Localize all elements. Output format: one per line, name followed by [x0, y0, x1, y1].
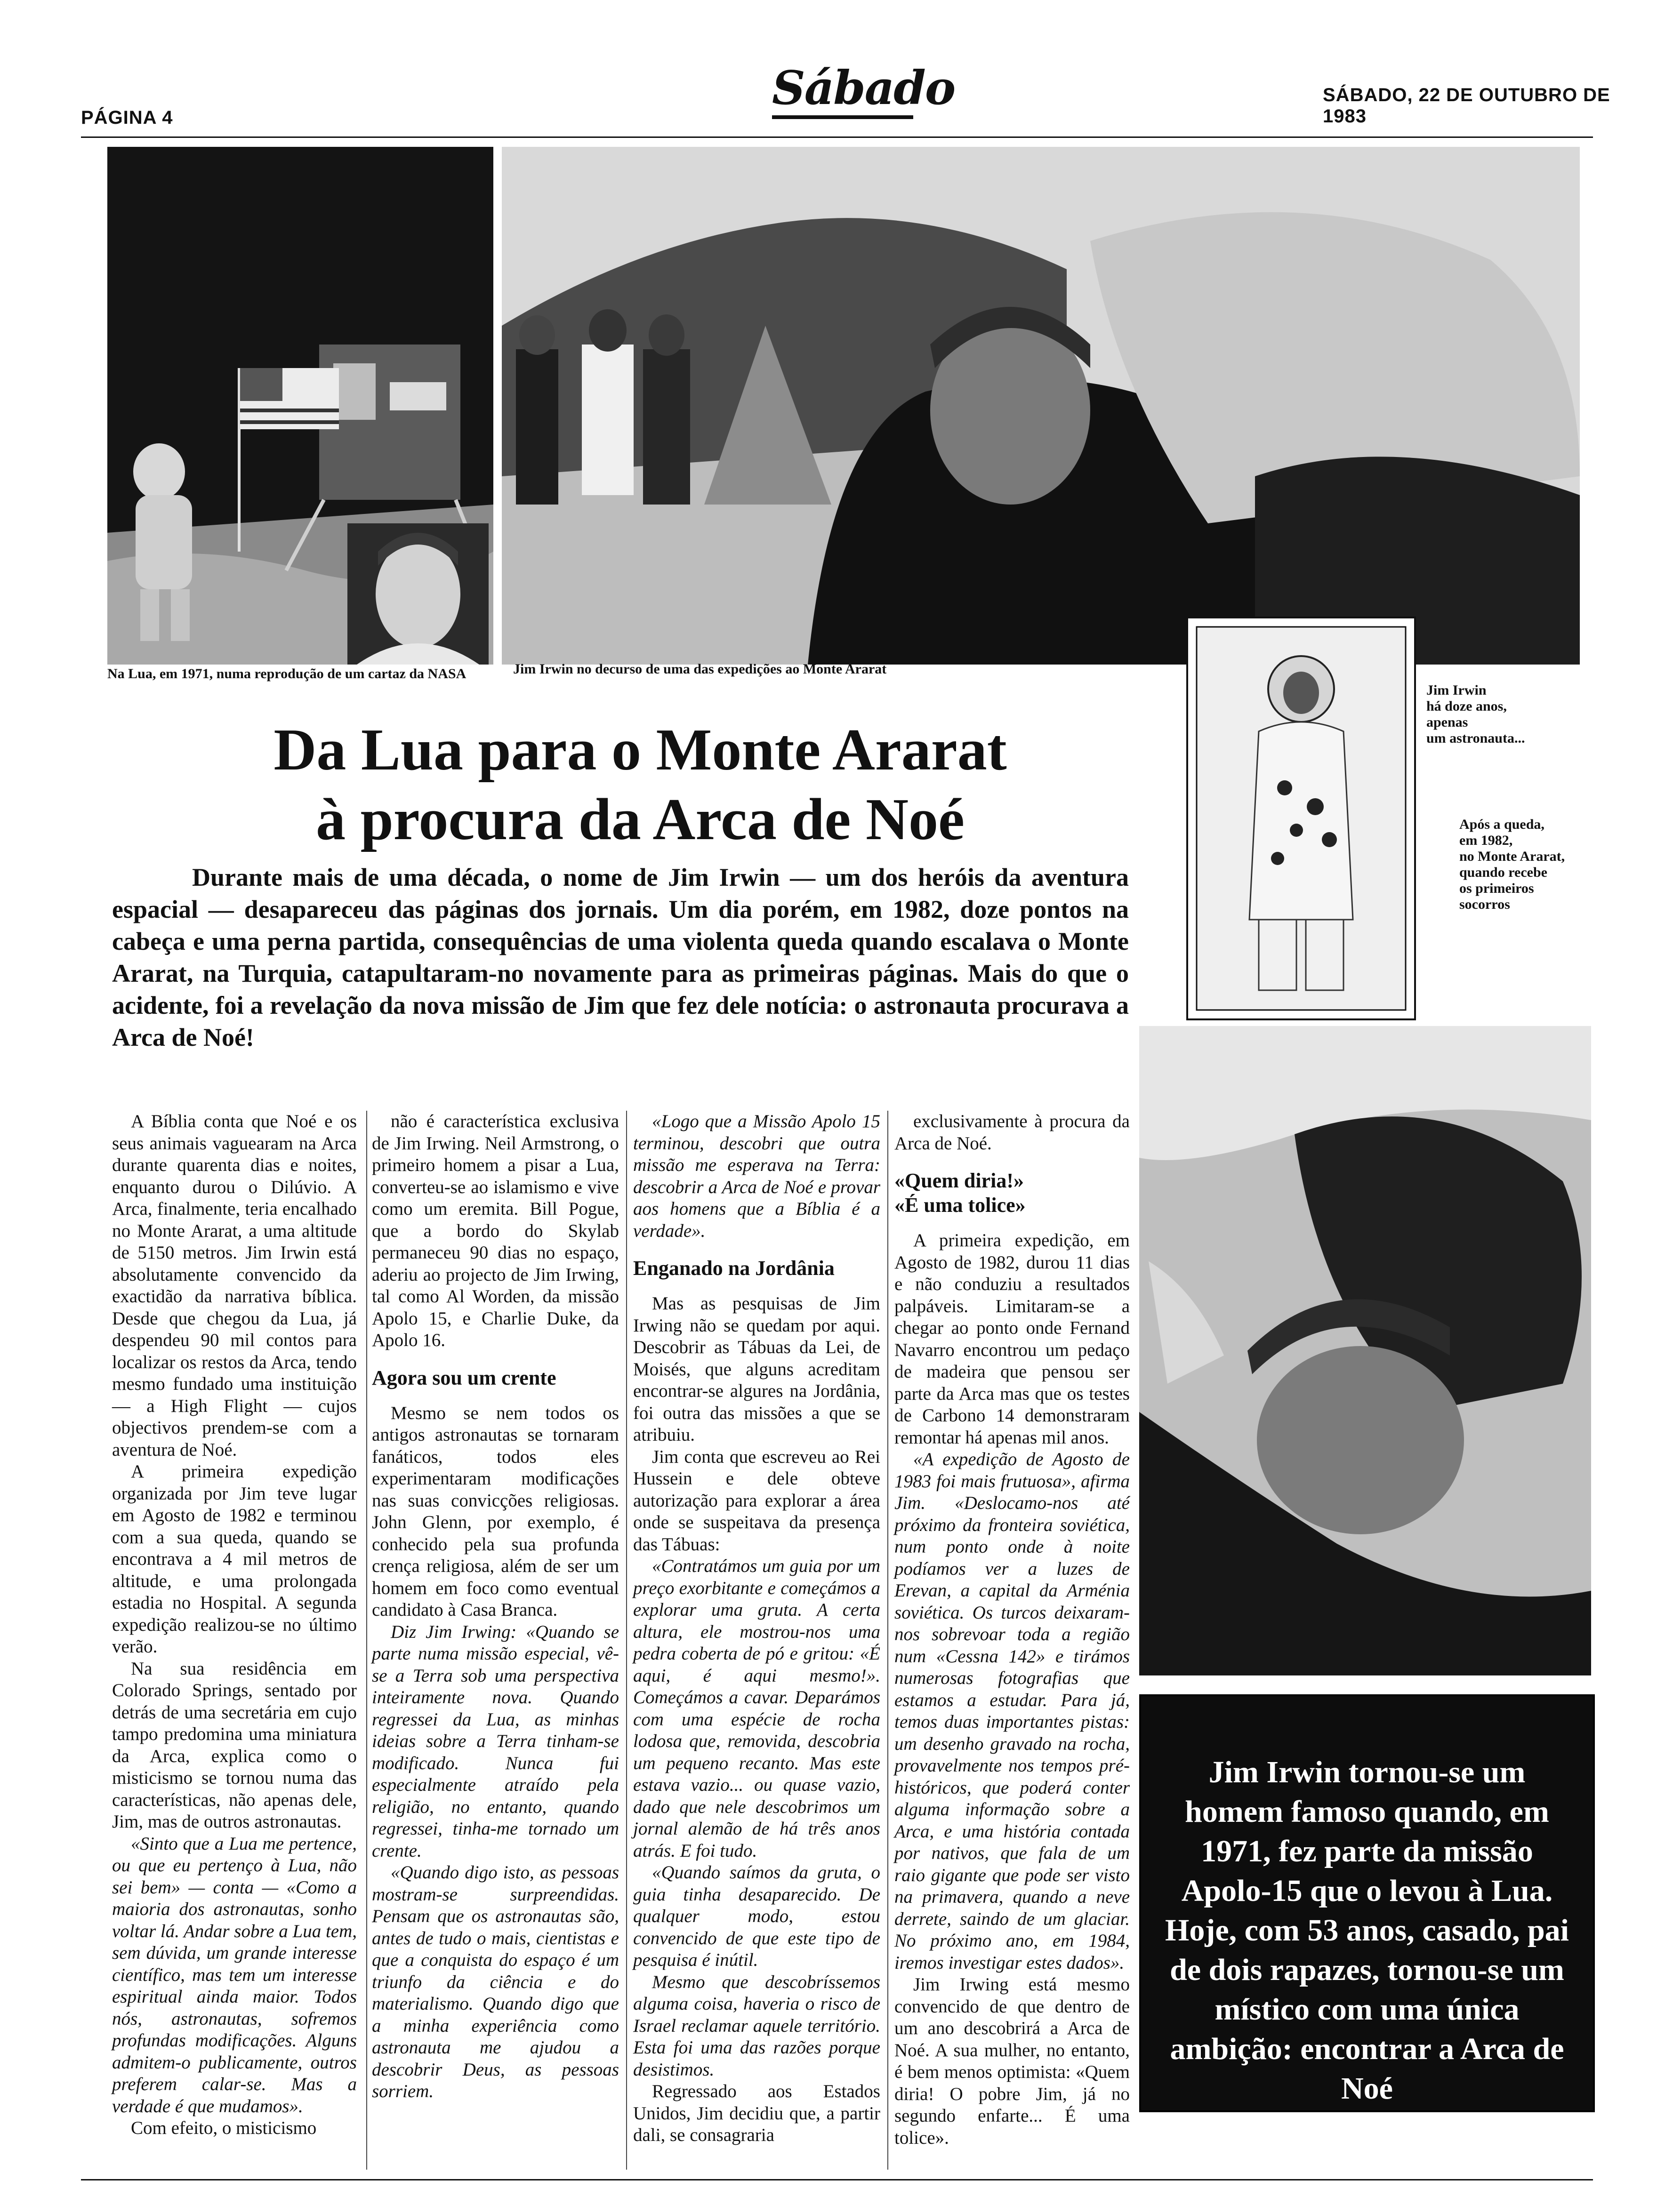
astronaut-figure-image — [1188, 618, 1414, 1018]
body-paragraph: A primeira expedição, em Agosto de 1982, durou 11 dias e não conduziu a resultados palpáveis. Limitaram-se a chegar ao ponto onde Fernand Navarro encontrou um pedaço de madeira que pensou ser parte da Arca mas que os testes de Carbono 14 demonstraram remontar há apenas mil anos. — [894, 1230, 1130, 1448]
astronaut-suit-photo — [1186, 617, 1416, 1020]
section-heading: «É uma tolice» — [894, 1194, 1026, 1217]
body-column-4 — [894, 1111, 1130, 2149]
rescue-photo — [1139, 1026, 1591, 1675]
newspaper-logo: Sábado — [772, 61, 955, 115]
body-paragraph: «Quando digo isto, as pessoas mostram-se surpreendidas. Pensam que os astronautas são, antes de tudo o mais, cientistas e que a conquista do espaço é um triunfo da ciência e do materialismo. Quando digo que a minha experiência como astronauta me ajudou a descobrir Deus, as pessoas sorriem. — [372, 1862, 619, 2101]
section-heading: Agora sou um crente — [372, 1366, 556, 1389]
caption-line: Após a queda, — [1459, 817, 1544, 832]
body-paragraph: Diz Jim Irwing: «Quando se parte numa missão especial, vê-se a Terra sob uma perspectiva inteiramente nova. Quando regressei da Lua, as minhas ideias sobre a Terra tinham-se modificado. Nunca fui especialmente atraído pela religião, no entanto, quando regressei, tinha-me tornado um crente. — [372, 1621, 619, 1861]
body-column-3 — [633, 1111, 880, 2147]
issue-date: SÁBADO, 22 DE OUTUBRO DE 1983 — [1323, 85, 1610, 127]
column-divider — [366, 1111, 367, 2170]
moon-landing-photo — [107, 147, 493, 665]
pull-quote-box — [1139, 1694, 1595, 2112]
body-paragraph: «Sinto que a Lua me pertence, ou que eu pertenço à Lua, não sei bem» — conta — «Como a maioria dos astronautas, sonho voltar lá. Andar sobre a Lua tem, sem dúvida, um grande interesse científico, mas tem um interesse espiritual ainda maior. Todos nós, astronautas, sofremos profundas modificações. Alguns admitem-o publicamente, outros preferem calar-se. Mas a verdade é que mudamos». — [112, 1833, 357, 2116]
body-paragraph: «A expedição de Agosto de 1983 foi mais frutuosa», afirma Jim. «Deslocamo-nos até próximo da fronteira soviética, num ponto onde à noite podíamos ver a luzes de Erevan, a capital da Arménia soviética. Os turcos deixaram-nos sobrevoar toda a região num «Cessna 142» e tirámos numerosas fotografias que estamos a estudar. Para já, temos duas importantes pistas: um desenho gravado na rocha, provavelmente nos tempos pré-históricos, que poderá conter alguma informação sobre a Arca, e uma história contada por nativos, que fala de um raio gigante que pode ser visto na primavera, quando a neve derrete, saindo de um glaciar. No próximo ano, em 1984, iremos investigar estes dados». — [894, 1449, 1130, 1973]
body-paragraph: não é característica exclusiva de Jim Irwing. Neil Armstrong, o primeiro homem a pisar a Lua, converteu-se ao islamismo e vive como um eremita. Bill Pogue, que a bordo do Skylab permaneceu 90 dias no espaço, aderiu ao projecto de Jim Irwing, tal como Al Worden, da missão Apolo 15, e Charlie Duke, da Apolo 16. — [372, 1111, 619, 1350]
body-paragraph: «Contratámos um guia por um preço exorbitante e começámos a explorar uma gruta. A certa altura, ele mostrou-nos uma pedra coberta de pó e gritou: «É aqui, é aqui mesmo!». Começámos a cavar. Deparámos com uma espécie de rocha lodosa que, removida, descobria um pequeno recanto. Mas este estava vazio... ou quase vazio, dado que nele descobrimos um jornal alemão de há três anos atrás. E foi tudo. — [633, 1556, 880, 1861]
title-line: Da Lua para o Monte Ararat — [273, 717, 1007, 783]
column-divider — [626, 1111, 627, 2170]
body-paragraph: Mesmo se nem todos os antigos astronautas se tornaram fanáticos, todos eles experimentaram modificações nas suas convicções religiosas. John Glenn, por exemplo, é conhecido pela sua profunda crença religiosa, além de ser um homem em foco como eventual candidato à Casa Branca. — [372, 1403, 619, 1620]
article-lead: Durante mais de uma década, o nome de Jim Irwin — um dos heróis da aventura espacial — desapareceu das páginas dos jornais. Um dia porém, em 1982, doze pontos na cabeça e uma perna partida, consequências de uma violenta queda quando escalava o Monte Ararat, na Turquia, catapultaram-no novamente para as primeiras páginas. Mais do que o acidente, foi a revelação da nova missão de Jim que fez dele notícia: o astronauta procurava a Arca de Noé! — [112, 863, 1129, 1051]
caption-line: Jim Irwin — [1426, 682, 1487, 698]
section-heading: Enganado na Jordânia — [633, 1257, 835, 1280]
astronaut-photo-caption — [1426, 682, 1568, 746]
body-paragraph: Com efeito, o misticismo — [131, 2118, 317, 2138]
body-paragraph: Mesmo que descobríssemos alguma coisa, haveria o risco de Israel reclamar aquele território. Esta foi uma das razões porque desistimos. — [633, 1972, 880, 2080]
body-paragraph: «Quando saímos da gruta, o guia tinha desaparecido. De qualquer modo, estou convencido de que este tipo de pesquisa é inútil. — [633, 1862, 880, 1970]
body-paragraph: exclusivamente à procura da Arca de Noé. — [894, 1111, 1130, 1154]
body-paragraph: Mas as pesquisas de Jim Irwing não se quedam por aqui. Descobrir as Tábuas da Lei, de Moisés, que alguns acreditam encontrar-se algures na Jordânia, foi outra das missões a que se atribuiu. — [633, 1293, 880, 1445]
body-paragraph: «Logo que a Missão Apolo 15 terminou, descobri que outra missão me esperava na Terra: descobrir a Arca de Noé e provar aos homens que a Bíblia é a verdade». — [633, 1111, 880, 1241]
caption-line: no Monte Ararat, — [1459, 849, 1565, 864]
caption-line: apenas — [1426, 714, 1468, 730]
body-paragraph: Jim conta que escreveu ao Rei Hussein e dele obteve autorização para explorar a área onde se suspeitava da presença das Tábuas: — [633, 1446, 880, 1555]
title-line: à procura da Arca de Noé — [316, 787, 965, 852]
moon-scene-image — [107, 147, 493, 665]
body-paragraph: A primeira expedição organizada por Jim teve lugar em Agosto de 1982 e terminou com a sua queda, quando se encontrava a 4 mil metros de altitude, e uma prolongada estadia no Hospital. A segunda expedição realizou-se no último verão. — [112, 1461, 357, 1657]
moon-photo-caption: Na Lua, em 1971, numa reprodução de um cartaz da NASA — [107, 666, 467, 681]
fall-photo-caption — [1459, 817, 1582, 913]
caption-line: os primeiros — [1459, 881, 1534, 896]
caption-line: há doze anos, — [1426, 698, 1507, 714]
body-column-2 — [372, 1111, 619, 2103]
column-divider — [887, 1111, 888, 2170]
ararat-expedition-photo — [502, 147, 1580, 665]
body-paragraph: Na sua residência em Colorado Springs, sentado por detrás de uma secretária em cujo tampo predomina uma miniatura da Arca, explica como o misticismo se tornou numa das características, não apenas dele, Jim, mas de outros astronautas. — [112, 1658, 357, 1832]
body-paragraph: Regressado aos Estados Unidos, Jim decidiu que, a partir dali, se consagraria — [633, 2081, 880, 2145]
header-rule — [81, 136, 1593, 138]
caption-line: um astronauta... — [1426, 730, 1525, 746]
footer-rule — [81, 2179, 1593, 2180]
body-column-1 — [112, 1111, 357, 2140]
ararat-scene-image — [502, 147, 1580, 665]
caption-line: socorros — [1459, 897, 1510, 912]
rescue-scene-image — [1139, 1026, 1591, 1675]
article-title — [94, 715, 1186, 855]
section-heading: «Quem diria!» — [894, 1169, 1024, 1192]
body-paragraph: Jim Irwing está mesmo convencido de que dentro de um ano descobrirá a Arca de Noé. A sua mulher, no entanto, é bem menos optimista: «Quem diria! O pobre Jim, já no segundo enfarte... É uma tolice». — [894, 1974, 1130, 2148]
logo-underline — [772, 115, 913, 119]
body-paragraph: A Bíblia conta que Noé e os seus animais vaguearam na Arca durante quarenta dias e noites, enquanto durou o Dilúvio. A Arca, finalmente, teria encalhado no Monte Ararat, a uma altitude de 5150 metros. Jim Irwin está absolutamente convencido da exactidão da narrativa bíblica. Desde que chegou da Lua, já despendeu 90 mil contos para localizar os restos da Arca, tendo mesmo fundado uma instituição — a High Flight — cujos objectivos prendem-se com a aventura de Noé. — [112, 1111, 357, 1460]
caption-line: quando recebe — [1459, 865, 1547, 880]
ararat-photo-caption: Jim Irwin no decurso de uma das expedições ao Monte Ararat — [513, 661, 887, 677]
caption-line: em 1982, — [1459, 833, 1513, 848]
pull-quote-text: Jim Irwin tornou-se um homem famoso quando, em 1971, fez parte da missão Apolo-15 que o levou à Lua. Hoje, com 53 anos, casado, pai de dois rapazes, tornou-se um místico com uma única ambição: encontrar a Arca de Noé — [1165, 1755, 1569, 2106]
page-number: PÁGINA 4 — [81, 107, 173, 128]
